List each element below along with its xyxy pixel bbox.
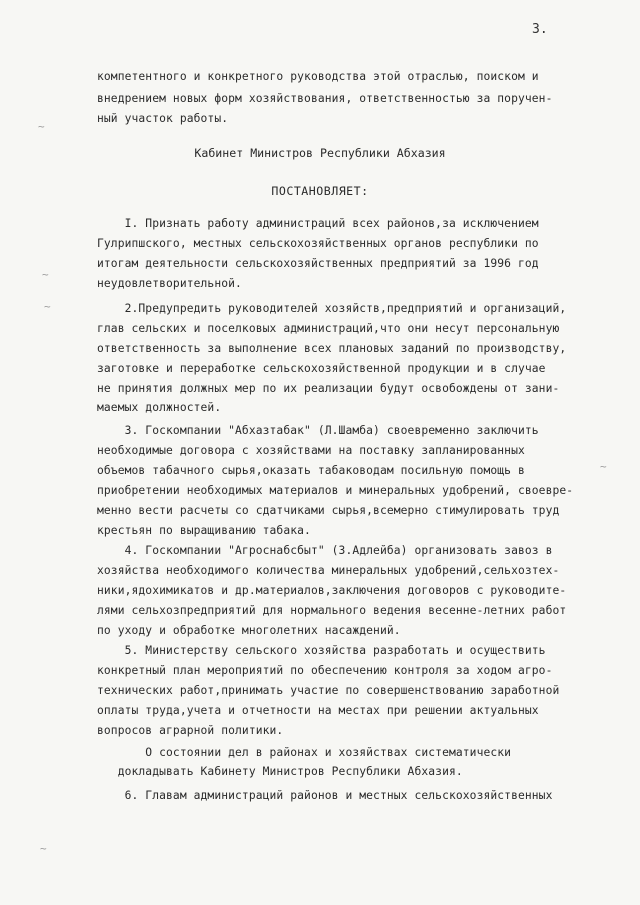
body-line: заготовке и переработке сельскохозяйственной продукции и в случае xyxy=(97,362,546,375)
intro-line-1: компетентного и конкретного руководства этой отраслью, поиском и xyxy=(97,70,539,83)
body-line: ники,ядохимикатов и др.материалов,заключения договоров с руководите- xyxy=(97,584,567,597)
body-line: хозяйства необходимого количества минеральных удобрений,сельхозтех- xyxy=(97,564,560,577)
body-line: оплаты труда,учета и отчетности на местах при решении актуальных xyxy=(97,704,539,717)
body-line: 3. Госкомпании "Абхазтабак" (Л.Шамба) своевременно заключить xyxy=(97,424,539,437)
body-line: докладывать Кабинету Министров Республики Абхазия. xyxy=(97,765,463,778)
body-line: маемых должностей. xyxy=(97,401,222,414)
body-line: лями сельхозпредприятий для нормального ведения весенне-летних работ xyxy=(97,604,567,617)
body-line: Гулрипшского, местных сельскохозяйственных органов республики по xyxy=(97,237,539,250)
intro-line-3: ный участок работы. xyxy=(97,112,229,125)
body-line: не принятия должных мер по их реализации будут освобождены от зани- xyxy=(97,382,560,395)
body-line: неудовлетворительной. xyxy=(97,277,242,290)
body-line: I. Признать работу администраций всех районов,за исключением xyxy=(97,217,539,230)
body-line: менно вести расчеты со сдатчиками сырья,всемерно стимулировать труд xyxy=(97,504,560,517)
scan-mark: ~ xyxy=(44,300,51,313)
body-line: глав сельских и поселковых администраций,что они несут персональную xyxy=(97,322,560,335)
body-line: конкретный план мероприятий по обеспечению контроля за ходом агро- xyxy=(97,664,553,677)
body-line: О состоянии дел в районах и хозяйствах систематически xyxy=(97,746,512,759)
body-line: вопросов аграрной политики. xyxy=(97,724,284,737)
body-line: 2.Предупредить руководителей хозяйств,предприятий и организаций, xyxy=(97,302,567,315)
body-line: 6. Главам администраций районов и местных сельскохозяйственных xyxy=(97,789,553,802)
body-line: технических работ,принимать участие по совершенствованию заработной xyxy=(97,684,560,697)
body-line: приобретении необходимых материалов и минеральных удобрений, своевре- xyxy=(97,484,574,497)
body-line: 5. Министерству сельского хозяйства разработать и осуществить xyxy=(97,644,546,657)
body-line: итогам деятельности сельскохозяйственных предприятий за 1996 год xyxy=(97,257,539,270)
scan-mark: ~ xyxy=(38,120,45,133)
scan-mark: ~ xyxy=(600,460,607,473)
body-line: необходимые договора с хозяйствами на поставку запланированных xyxy=(97,444,525,457)
body-line: по уходу и обработке многолетних насаждений. xyxy=(97,624,401,637)
scan-mark: ~ xyxy=(40,842,47,855)
body-line: 4. Госкомпании "Агроснабсбыт" (З.Адлейба) организовать завоз в xyxy=(97,544,553,557)
body-line: ответственность за выполнение всех плановых заданий по производству, xyxy=(97,342,567,355)
body-line: объемов табачного сырья,оказать табаководам посильную помощь в xyxy=(97,464,525,477)
decree-heading: ПОСТАНОВЛЯЕТ: xyxy=(271,184,369,198)
intro-line-2: внедрением новых форм хозяйствования, ответственностью за поручен- xyxy=(97,92,553,105)
authority-heading: Кабинет Министров Республики Абхазия xyxy=(194,146,446,160)
scan-mark: ~ xyxy=(42,268,49,281)
page-number: 3. xyxy=(532,22,548,37)
body-line: крестьян по выращиванию табака. xyxy=(97,524,311,537)
